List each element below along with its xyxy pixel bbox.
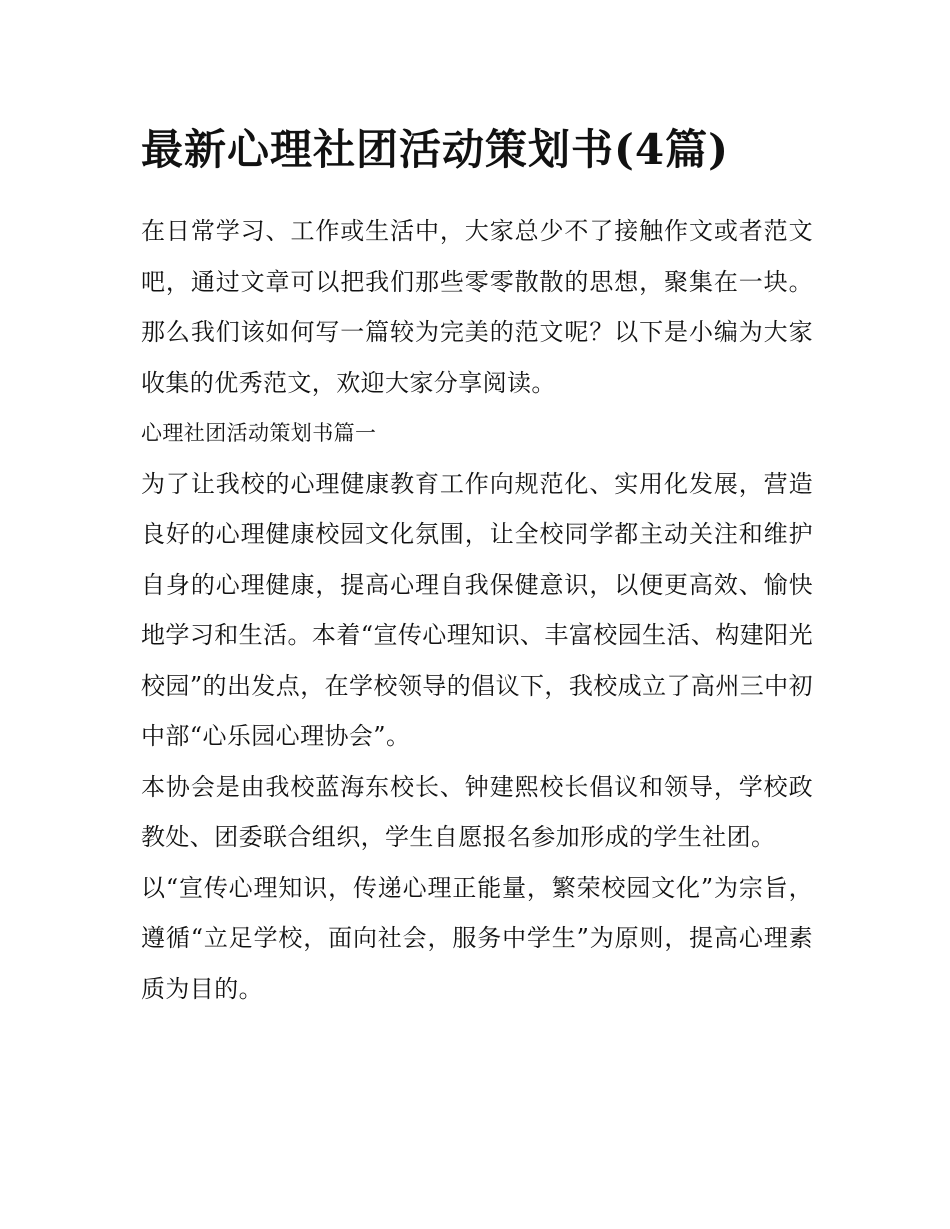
body-paragraph: 以“宣传心理知识，传递心理正能量，繁荣校园文化”为宗旨，遵循“立足学校，面向社会，服务中学生”为原则，提高心理素质为目的。 — [141, 873, 813, 1003]
section-heading: 心理社团活动策划书篇一 — [141, 421, 377, 445]
document-body — [141, 112, 813, 1014]
document-title: 最新心理社团活动策划书(4篇) — [141, 125, 729, 174]
intro-paragraph: 在日常学习、工作或生活中，大家总少不了接触作文或者范文吧，通过文章可以把我们那些零零散散的思想，聚集在一块。那么我们该如何写一篇较为完美的范文呢？以下是小编为大家收集的优秀范文，欢迎大家分享阅读。 — [141, 217, 813, 397]
body-paragraph: 为了让我校的心理健康教育工作向规范化、实用化发展，营造良好的心理健康校园文化氛围，让全校同学都主动关注和维护自身的心理健康，提高心理自我保健意识，以便更高效、愉快地学习和生活。本着“宣传心理知识、丰富校园生活、构建阳光校园”的出发点，在学校领导的倡议下，我校成立了高州三中初中部“心乐园心理协会”。 — [141, 469, 813, 750]
body-paragraph: 本协会是由我校蓝海东校长、钟建熙校长倡议和领导，学校政教处、团委联合组织，学生自愿报名参加形成的学生社团。 — [141, 772, 813, 851]
